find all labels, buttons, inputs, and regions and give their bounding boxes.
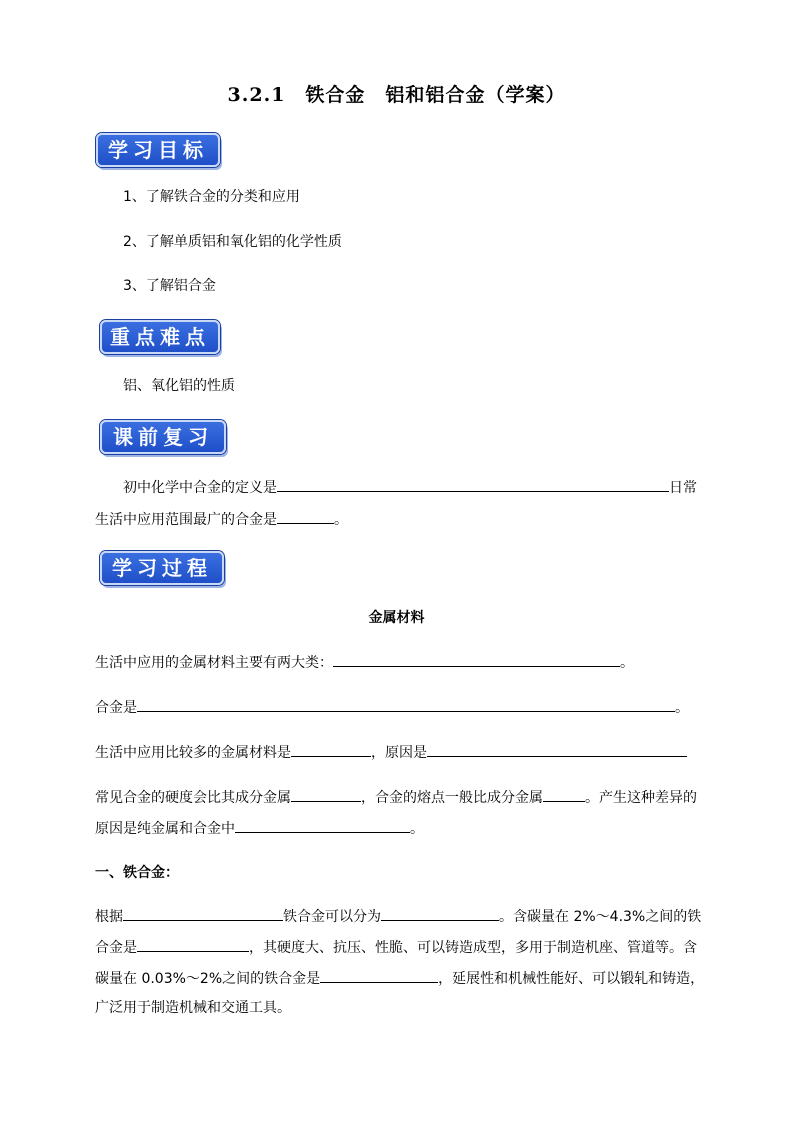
blank-field[interactable]	[277, 508, 334, 524]
iron-line-3-b: ，延展性和机械性能好、可以锻轧和铸造，	[438, 971, 705, 987]
process-q4	[95, 786, 697, 808]
blank-field[interactable]	[235, 817, 410, 833]
process-q5	[95, 817, 424, 839]
iron-heading: 一、铁合金：	[95, 865, 179, 881]
iron-line-1-b: 铁合金可以分为	[283, 909, 381, 925]
preview-line-1	[123, 476, 697, 498]
process-q3-mid: ，原因是	[371, 745, 427, 761]
preview-line-2-end: 。	[334, 512, 348, 528]
blank-field[interactable]	[277, 476, 669, 492]
process-q5-start: 原因是纯金属和合金中	[95, 821, 235, 837]
blank-field[interactable]	[333, 651, 620, 667]
iron-line-4: 广泛用于制造机械和交通工具。	[95, 1000, 291, 1016]
objective-1: 1、了解铁合金的分类和应用	[123, 189, 300, 205]
iron-line-2-b: ，其硬度大、抗压、性脆、可以铸造成型，多用于制造机座、管道等。含	[249, 940, 697, 956]
process-q4-start: 常见合金的硬度会比其成分金属	[95, 790, 291, 806]
process-q4-end: 。产生这种差异的	[585, 790, 697, 806]
key-points-text: 铝、氧化铝的性质	[123, 378, 235, 394]
preview-line-2	[95, 508, 348, 530]
iron-line-3	[95, 967, 704, 989]
process-q1-end: 。	[620, 655, 634, 671]
badge-key-points: 重点难点	[100, 320, 220, 354]
iron-line-1	[95, 905, 701, 927]
iron-line-2	[95, 936, 697, 958]
section-heading: 金属材料	[368, 610, 425, 626]
process-q5-end: 。	[410, 821, 424, 837]
iron-line-3-a: 碳量在 0.03%～2%之间的铁合金是	[95, 971, 321, 987]
blank-field[interactable]	[123, 905, 283, 921]
blank-field[interactable]	[137, 696, 675, 712]
process-q2	[95, 696, 689, 718]
process-q3-start: 生活中应用比较多的金属材料是	[95, 745, 291, 761]
iron-line-2-a: 合金是	[95, 940, 137, 956]
process-q4-mid: ，合金的熔点一般比成分金属	[361, 790, 543, 806]
process-q2-start: 合金是	[95, 700, 137, 716]
objective-3: 3、了解铝合金	[123, 278, 216, 294]
badge-process: 学习过程	[100, 551, 224, 585]
blank-field[interactable]	[427, 741, 687, 757]
blank-field[interactable]	[291, 786, 361, 802]
blank-field[interactable]	[291, 741, 371, 757]
iron-line-1-c: 。含碳量在 2%～4.3%之间的铁	[499, 909, 702, 925]
page-title: 3.2.1 铁合金 铝和铝合金（学案）	[227, 84, 566, 106]
process-q2-end: 。	[675, 700, 689, 716]
preview-line-1-end: 日常	[669, 480, 697, 496]
badge-preview: 课前复习	[100, 420, 226, 454]
badge-objectives: 学习目标	[96, 133, 220, 167]
blank-field[interactable]	[381, 905, 499, 921]
preview-line-2-start: 生活中应用范围最广的合金是	[95, 512, 277, 528]
process-q1-start: 生活中应用的金属材料主要有两大类：	[95, 655, 333, 671]
objective-2: 2、了解单质铝和氧化铝的化学性质	[123, 234, 342, 250]
blank-field[interactable]	[320, 967, 438, 983]
iron-line-1-a: 根据	[95, 909, 123, 925]
blank-field[interactable]	[137, 936, 249, 952]
process-q1	[95, 651, 634, 673]
preview-line-1-start: 初中化学中合金的定义是	[123, 480, 277, 496]
process-q3	[95, 741, 687, 763]
blank-field[interactable]	[543, 786, 585, 802]
